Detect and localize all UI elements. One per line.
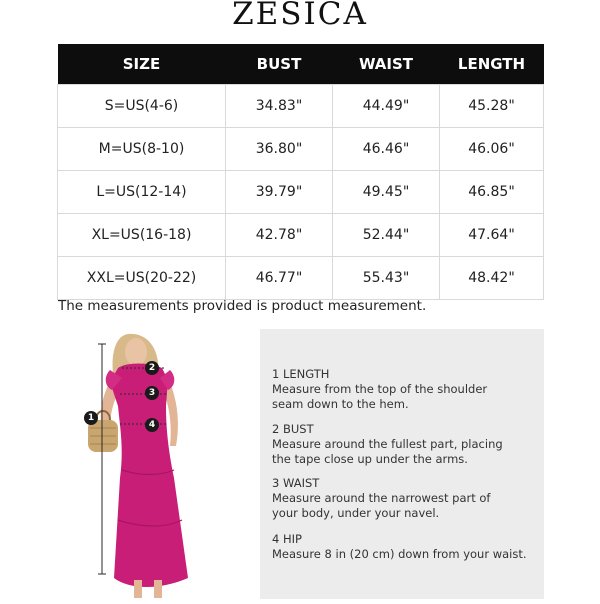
cell-size: XXL=US(20-22) [58, 257, 226, 300]
header-bust: BUST [226, 44, 333, 85]
cell-length: 47.64" [440, 214, 544, 257]
instruction-title: 4 HIP [272, 532, 302, 546]
instruction-text: your body, under your navel. [272, 506, 440, 520]
table-row [58, 257, 544, 300]
cell-waist: 49.45" [333, 171, 440, 214]
cell-size: XL=US(16-18) [58, 214, 226, 257]
table-row [58, 85, 544, 128]
cell-waist: 52.44" [333, 214, 440, 257]
marker-hip: 4 [145, 418, 159, 432]
header-size: SIZE [58, 44, 226, 85]
instruction-title: 1 LENGTH [272, 367, 330, 381]
cell-length: 48.42" [440, 257, 544, 300]
table-row [58, 214, 544, 257]
cell-bust: 42.78" [226, 214, 333, 257]
cell-waist: 55.43" [333, 257, 440, 300]
brand-logo: ZESICA [232, 0, 368, 32]
table-row [58, 128, 544, 171]
cell-size: M=US(8-10) [58, 128, 226, 171]
cell-waist: 46.46" [333, 128, 440, 171]
cell-size: L=US(12-14) [58, 171, 226, 214]
cell-waist: 44.49" [333, 85, 440, 128]
instruction-text: the tape close up under the arms. [272, 452, 468, 466]
cell-bust: 46.77" [226, 257, 333, 300]
instruction-title: 2 BUST [272, 422, 314, 436]
instruction-text: Measure around the narrowest part of [272, 491, 491, 505]
size-chart-table [57, 44, 544, 300]
measurement-note: The measurements provided is product measurement. [58, 298, 427, 314]
instruction-text: Measure around the fullest part, placing [272, 437, 503, 451]
cell-size: S=US(4-6) [58, 85, 226, 128]
instruction-waist [272, 476, 490, 521]
table-header-row [58, 44, 544, 85]
cell-bust: 34.83" [226, 85, 333, 128]
cell-length: 46.85" [440, 171, 544, 214]
instruction-text: seam down to the hem. [272, 397, 409, 411]
header-length: LENGTH [440, 44, 544, 85]
instruction-hip [272, 532, 527, 562]
header-waist: WAIST [333, 44, 440, 85]
measurement-instructions-panel [260, 329, 544, 599]
table-row [58, 171, 544, 214]
instruction-text: Measure 8 in (20 cm) down from your waist. [272, 547, 527, 561]
marker-length: 1 [84, 411, 98, 425]
instruction-bust [272, 422, 503, 467]
instruction-length [272, 367, 487, 412]
instruction-title: 3 WAIST [272, 476, 320, 490]
model-figure [70, 328, 240, 600]
cell-bust: 36.80" [226, 128, 333, 171]
cell-bust: 39.79" [226, 171, 333, 214]
marker-waist: 3 [145, 386, 159, 400]
cell-length: 46.06" [440, 128, 544, 171]
marker-bust: 2 [145, 361, 159, 375]
cell-length: 45.28" [440, 85, 544, 128]
instruction-text: Measure from the top of the shoulder [272, 382, 488, 396]
